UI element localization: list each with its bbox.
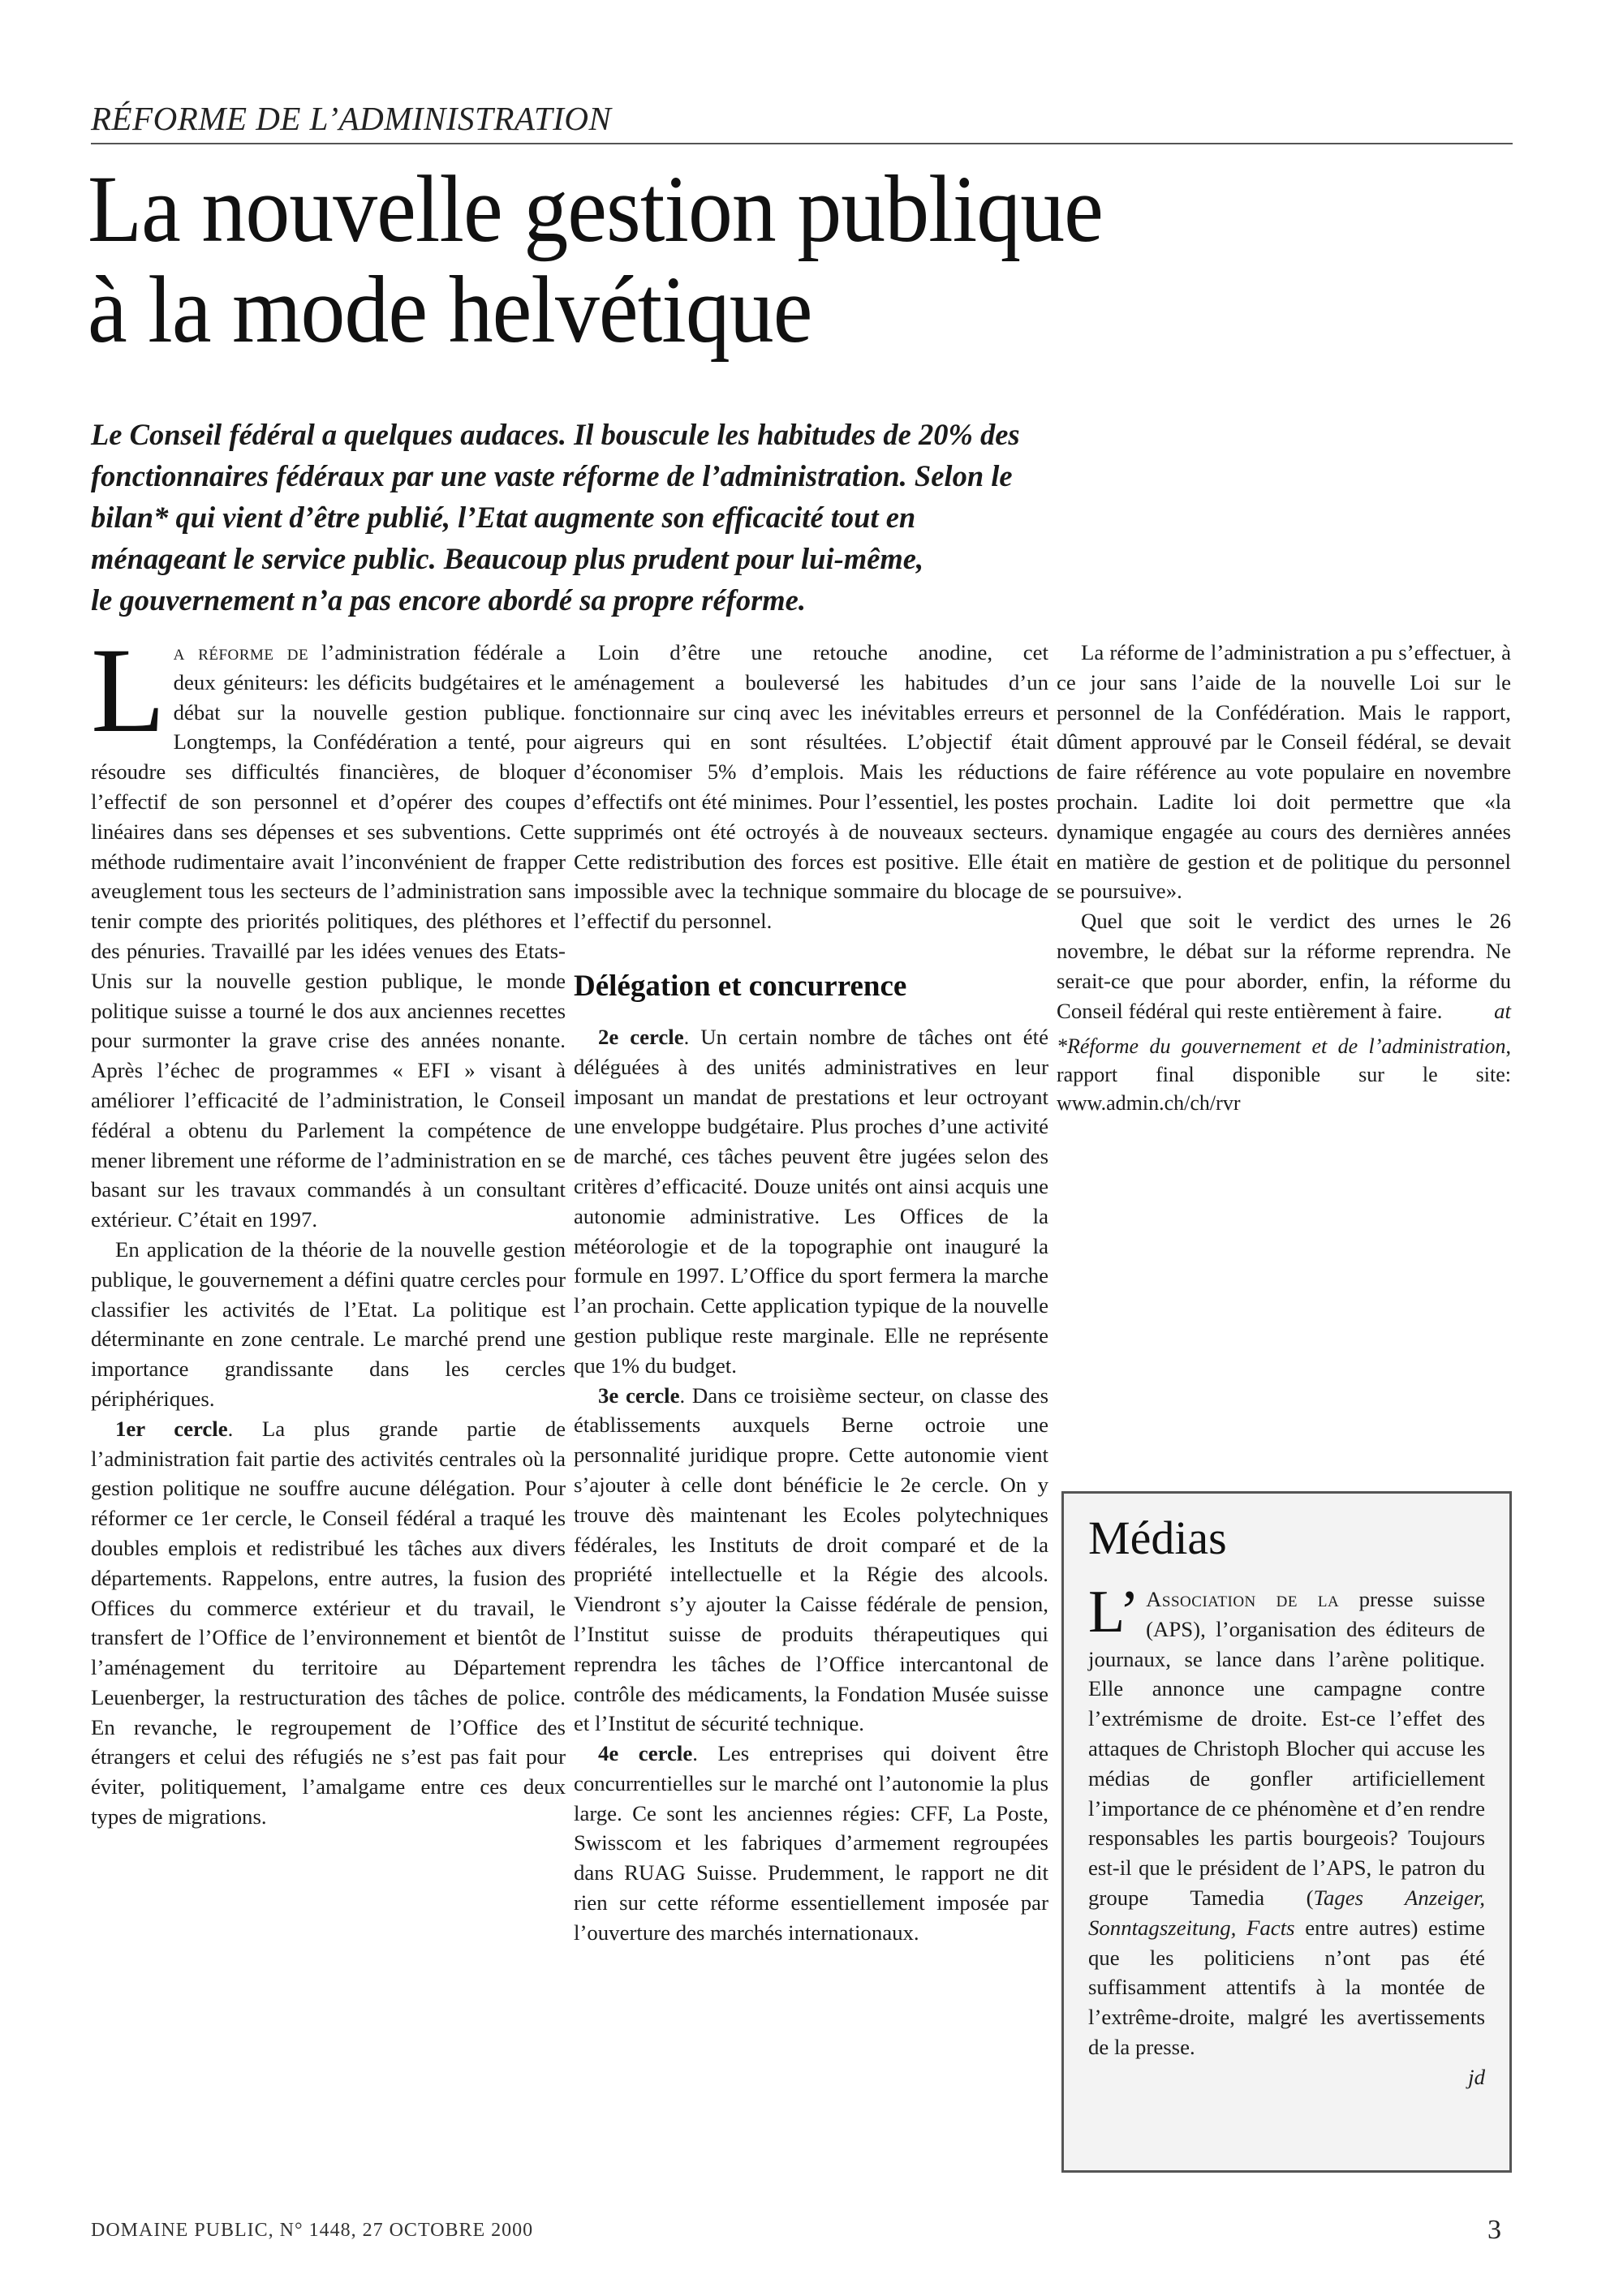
title-line-2: à la mode helvétique	[88, 256, 812, 363]
paragraph-lead: 4e cercle	[598, 1741, 693, 1766]
paragraph-lead: 2e cercle	[598, 1024, 684, 1049]
article-paragraph	[574, 1381, 1048, 1739]
sidebar-box	[1061, 1491, 1512, 2173]
footnote	[1057, 1032, 1511, 1117]
lede-line: ménageant le service public. Beaucoup plus prudent pour lui-même,	[91, 542, 924, 575]
article-paragraph	[1057, 906, 1511, 1025]
lede-line: fonctionnaires fédéraux par une vaste réforme de l’administration. Selon le	[91, 459, 1013, 492]
publication-names: Tages Anzeiger, Sonntagszeitung, Facts	[1088, 1885, 1485, 1940]
paragraph-lead: 3e cercle	[598, 1382, 680, 1408]
article-paragraph	[574, 1739, 1048, 1948]
paragraph-text: presse suisse (APS), l’organisation des éditeurs de journaux, se lance dans l’arène politique. Elle annonce une campagne contre l’extrémisme de droite. Est-ce l’effet des attaques de Christoph Blocher qui accuse les médias de gonfler artificiellement l’importance de ce phénomène et d’en rendre responsables les partis bourgeois? Toujours est-il que le président de l’APS, le patron du groupe Tamedia (	[1088, 1587, 1485, 1910]
article-lede	[91, 414, 1357, 621]
opening-words: a réforme de	[173, 640, 309, 664]
paragraph-text: Quel que soit le verdict des urnes le 26 novembre, le débat sur la réforme reprendra. Ne serait-ce que pour aborder, enfin, la réforme du Conseil fédéral qui reste entièrement à faire.	[1057, 909, 1511, 1023]
article-paragraph	[574, 1022, 1048, 1381]
section-kicker: RÉFORME DE L’ADMINISTRATION	[91, 99, 1513, 144]
paragraph-text: . Un certain nombre de tâches ont été déléguées à des unités administratives en leur imposant un mandat de prestations et leur octroyant une enveloppe budgétaire. Plus proches d’une activité de marché, ces tâches peuvent être jugées selon des critères d’efficacité. Douze unités ont ainsi acquis une autonomie administrative. Les Offices de la météorologie et de la topographie ont inauguré la formule en 1997. L’Office du sport fermera la marche l’an prochain. Cette application typique de la nouvelle gestion publique reste marginale. Elle ne représente que 1% du budget.	[574, 1024, 1048, 1378]
title-line-1: La nouvelle gestion publique	[88, 156, 1103, 262]
drop-cap: L	[91, 623, 166, 758]
paragraph-text: l’administration fédérale a deux géniteurs: les déficits budgétaires et le débat sur la nouvelle gestion publique. Longtemps, la Confédération a tenté, pour résoudre ses difficultés financières, de bloquer l’effectif de son personnel et d’opérer des coupes linéaires dans ses dépenses et ses subventions. Cette méthode rudimentaire avait l’inconvénient de frapper aveuglement tous les secteurs de l’administration sans tenir compte des priorités politiques, des pléthores et des pénuries. Travaillé par les idées venues des Etats-Unis sur la nouvelle gestion publique, le monde politique suisse a tourné le dos aux anciennes recettes pour surmonter la grave crise des années nonante. Après l’échec de programmes « EFI » visant à améliorer l’efficacité de l’administration, le Conseil fédéral a obtenu du Parlement la compétence de mener librement une réforme de l’administration en se basant sur les travaux commandés à un consultant extérieur. C’était en 1997.	[91, 640, 566, 1232]
page-number: 3	[1487, 2215, 1501, 2245]
lede-line: bilan* qui vient d’être publié, l’Etat augmente son efficacité tout en	[91, 501, 916, 534]
article-paragraph	[91, 1414, 566, 1832]
author-signature: jd	[1468, 2064, 1485, 2089]
footnote-text: , rapport final disponible sur le site: www.admin.ch/ch/rvr	[1057, 1034, 1511, 1116]
sidebar-title: Médias	[1088, 1511, 1227, 1564]
lede-line: le gouvernement n’a pas encore abordé sa propre réforme.	[91, 583, 806, 617]
paragraph-text: . La plus grande partie de l’administration fait partie des activités centrales où la gestion politique ne souffre aucune délégation. Pour réformer ce 1er cercle, le Conseil fédéral a traqué les doubles emplois et redistribué les tâches aux divers départements. Rappelons, entre autres, la fusion des Offices du commerce extérieur et du travail, le transfert de l’Office de l’environnement et bientôt de l’aménagement du territoire au Département Leuenberger, la restructuration des tâches de police. En revanche, le regroupement de l’Office des étrangers et celui des réfugiés ne s’est pas fait pour éviter, politiquement, l’amalgame entre ces deux types de migrations.	[91, 1416, 566, 1829]
author-signature: at	[1494, 998, 1511, 1023]
footer-publication: DOMAINE PUBLIC, N° 1448, 27 OCTOBRE 2000	[91, 2220, 534, 2241]
article-column-1	[91, 623, 566, 1832]
article-title	[88, 156, 1416, 363]
opening-words: Association de la	[1146, 1587, 1340, 1611]
article-paragraph: Loin d’être une retouche anodine, cet aménagement a bouleversé les habitudes d’un fonctionnaire sur cinq avec les inévitables erreurs et aigreurs qui en sont résultées. L’objectif était d’économiser 5% d’emplois. Mais les réductions d’effectifs ont été minimes. Pour l’essentiel, les postes supprimés ont été octroyés à de nouveaux secteurs. Cette redistribution des forces est positive. Elle était impossible avec la technique sommaire du blocage de l’effectif du personnel.	[574, 640, 1048, 934]
article-column-2	[574, 638, 1048, 1948]
article-column-3	[1057, 638, 1511, 1117]
section-subhead: Délégation et concurrence	[574, 969, 907, 1003]
article-paragraph	[91, 623, 566, 1235]
sidebar-paragraph	[1088, 1579, 1485, 2089]
article-paragraph: En application de la théorie de la nouvelle gestion publique, le gouvernement a défini quatre cercles pour classifier les activités de l’Etat. La politique est déterminante en zone centrale. Le marché prend une importance grandissante dans les cercles périphériques.	[91, 1236, 566, 1411]
paragraph-text: entre autres) estime que les politiciens n’ont pas été suffisamment attentifs à la montée de l’extrême-droite, malgré les avertissements de la presse.	[1088, 1915, 1485, 2059]
lede-line: Le Conseil fédéral a quelques audaces. Il bouscule les habitudes de 20% des	[91, 418, 1020, 451]
paragraph-text: . Les entreprises qui doivent être concurrentielles sur le marché ont l’autonomie la plus large. Ce sont les anciennes régies: CFF, La Poste, Swisscom et les fabriques d’armement regroupées dans RUAG Suisse. Prudemment, le rapport ne dit rien sur cette réforme essentiellement imposée par l’ouverture des marchés internationaux.	[574, 1741, 1049, 1945]
article-paragraph: La réforme de l’administration a pu s’effectuer, à ce jour sans l’aide de la nouvelle Loi sur le personnel de la Confédération. Mais le rapport, dûment approuvé par le Conseil fédéral, se devait de faire référence au vote populaire en novembre prochain. Ladite loi doit permettre que «la dynamique engagée au cours des dernières années en matière de gestion et de politique du personnel se poursuive».	[1057, 640, 1511, 904]
paragraph-lead: 1er cercle	[115, 1416, 228, 1441]
footnote-title: *Réforme du gouvernement et de l’administration	[1057, 1034, 1506, 1059]
paragraph-text: . Dans ce troisième secteur, on classe des établissements auxquels Berne octroie une personnalité juridique propre. Cette autonomie vient s’ajouter à celle dont bénéficie le 2e cercle. On y trouve dès maintenant les Ecoles polytechniques fédérales, les Instituts de droit comparé et de la propriété intellectuelle et la Régie des alcools. Viendront s’y ajouter la Caisse fédérale de pension, l’Institut suisse de produits thérapeutiques qui reprendra les tâches de l’Office intercantonal de contrôle des médicaments, la Fondation Musée suisse et l’Institut de sécurité technique.	[574, 1382, 1048, 1736]
drop-cap: L’	[1088, 1579, 1140, 1645]
